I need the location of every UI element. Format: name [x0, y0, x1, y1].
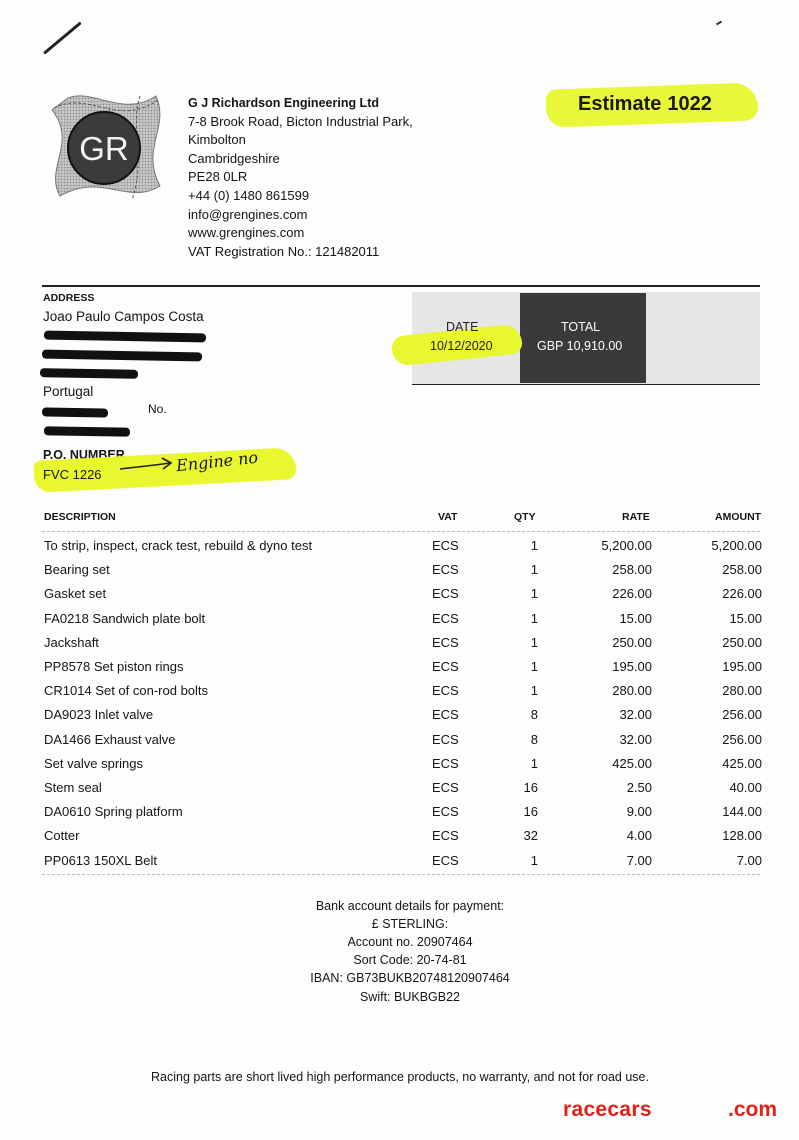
- total-value: GBP 10,910.00: [537, 339, 623, 353]
- item-vat: ECS: [432, 659, 459, 674]
- company-email: info@grengines.com: [188, 206, 308, 222]
- table-row: [0, 756, 799, 780]
- item-description: Stem seal: [44, 780, 102, 795]
- company-address-line: 7-8 Brook Road, Bicton Industrial Park,: [188, 113, 413, 129]
- header-vat: VAT: [438, 511, 458, 523]
- pen-mark: [43, 21, 82, 54]
- table-row: [0, 804, 799, 828]
- table-row: [0, 707, 799, 731]
- item-rate: 258.00: [612, 562, 652, 578]
- bank-iban: IBAN: GB73BUKB20748120907464: [310, 971, 510, 985]
- bank-account: Account no. 20907464: [347, 935, 473, 949]
- item-qty: 1: [530, 634, 538, 650]
- total-box: [520, 293, 646, 383]
- item-description: Gasket set: [44, 586, 107, 602]
- item-description: DA9023 Inlet valve: [44, 707, 154, 723]
- estimate-label: Estimate: [578, 93, 662, 115]
- item-amount: 128.00: [722, 828, 762, 844]
- item-qty: 1: [530, 852, 538, 868]
- item-rate: 9.00: [626, 804, 652, 820]
- company-phone: +44 (0) 1480 861599: [188, 187, 310, 203]
- company-details: [188, 94, 413, 261]
- item-description: Bearing set: [44, 562, 110, 578]
- table-row: [0, 853, 799, 877]
- item-description: Jackshaft: [44, 634, 99, 650]
- item-amount: 40.00: [729, 780, 762, 795]
- item-rate: 226.00: [612, 586, 652, 602]
- bank-currency: £ STERLING:: [371, 917, 449, 931]
- table-row: [0, 828, 799, 852]
- bank-swift: Swift: BUKBGB22: [359, 990, 461, 1004]
- date-label: DATE: [446, 320, 479, 334]
- item-vat: ECS: [432, 780, 459, 795]
- table-row: [0, 562, 799, 586]
- item-amount: 250.00: [722, 634, 762, 650]
- item-description: To strip, inspect, crack test, rebuild & dyno test: [44, 538, 313, 553]
- item-description: PP8578 Set piston rings: [44, 659, 184, 674]
- estimate-title: [578, 93, 712, 116]
- customer-partial-line: No.: [148, 402, 167, 416]
- item-description: Cotter: [44, 828, 80, 844]
- item-amount: 226.00: [722, 586, 762, 602]
- item-qty: 8: [530, 707, 538, 723]
- disclaimer: Racing parts are short lived high performance products, no warranty, and not for road use.: [151, 1070, 649, 1084]
- table-row: [0, 732, 799, 756]
- header-amount: AMOUNT: [715, 511, 762, 523]
- table-row: [0, 586, 799, 610]
- item-rate: 7.00: [626, 852, 652, 868]
- item-vat: ECS: [432, 634, 459, 650]
- company-vat: VAT Registration No.: 121482011: [188, 243, 380, 259]
- item-qty: 32: [523, 828, 538, 844]
- item-vat: ECS: [432, 804, 459, 820]
- item-qty: 1: [530, 562, 538, 578]
- item-vat: ECS: [432, 852, 459, 868]
- item-qty: 1: [530, 538, 538, 553]
- item-rate: 425.00: [612, 755, 652, 771]
- item-description: PP0613 150XL Belt: [44, 852, 157, 868]
- handwritten-arrow-icon: [118, 455, 178, 479]
- item-qty: 1: [530, 683, 538, 699]
- customer-name: Joao Paulo Campos Costa: [43, 309, 204, 324]
- summary-rule: [412, 384, 760, 385]
- address-label: ADDRESS: [43, 292, 95, 304]
- table-row: [0, 611, 799, 635]
- item-amount: 15.00: [729, 610, 762, 626]
- item-amount: 256.00: [722, 707, 762, 723]
- bank-sort-code: Sort Code: 20-74-81: [353, 953, 467, 967]
- item-qty: 1: [530, 755, 538, 771]
- header-rate: RATE: [622, 511, 650, 523]
- header-qty: QTY: [514, 511, 536, 523]
- item-vat: ECS: [432, 755, 459, 771]
- watermark-left: racecars: [563, 1098, 652, 1121]
- company-address-line: Kimbolton: [188, 132, 246, 148]
- item-rate: 5,200.00: [601, 538, 652, 553]
- item-description: FA0218 Sandwich plate bolt: [44, 610, 206, 626]
- item-qty: 1: [530, 659, 538, 674]
- header-rule: [42, 285, 760, 287]
- date-value: 10/12/2020: [430, 339, 493, 353]
- gr-logo-icon: [48, 88, 166, 206]
- item-amount: 280.00: [722, 683, 762, 699]
- company-website: www.grengines.com: [188, 225, 305, 241]
- item-rate: 32.00: [619, 707, 652, 723]
- item-vat: ECS: [432, 683, 459, 699]
- item-rate: 195.00: [612, 659, 652, 674]
- table-bottom-rule: [42, 874, 760, 875]
- logo-text: GR: [79, 130, 129, 167]
- table-row: [0, 538, 799, 562]
- header-description: DESCRIPTION: [44, 511, 116, 523]
- handwritten-note: Engine no: [175, 447, 259, 476]
- item-amount: 144.00: [722, 804, 762, 820]
- item-amount: 195.00: [722, 659, 762, 674]
- po-label: P.O. NUMBER: [43, 448, 125, 462]
- company-address-line: PE28 0LR: [188, 169, 248, 185]
- item-rate: 250.00: [612, 634, 652, 650]
- item-vat: ECS: [432, 731, 459, 747]
- watermark-right: .com: [728, 1098, 778, 1121]
- item-vat: ECS: [432, 610, 459, 626]
- item-rate: 4.00: [626, 828, 652, 844]
- item-description: Set valve springs: [44, 755, 143, 771]
- item-vat: ECS: [432, 828, 459, 844]
- item-rate: 280.00: [612, 683, 652, 699]
- bank-heading: Bank account details for payment:: [315, 899, 505, 913]
- table-row: [0, 659, 799, 683]
- item-qty: 16: [523, 780, 538, 795]
- item-rate: 32.00: [619, 731, 652, 747]
- estimate-number: 1022: [667, 93, 712, 115]
- item-description: DA0610 Spring platform: [44, 804, 183, 820]
- item-vat: ECS: [432, 586, 459, 602]
- total-label: TOTAL: [561, 320, 601, 334]
- company-address-line: Cambridgeshire: [188, 150, 280, 166]
- item-rate: 15.00: [619, 610, 652, 626]
- item-amount: 7.00: [736, 852, 762, 868]
- table-row: [0, 635, 799, 659]
- pen-mark-small: [716, 21, 722, 26]
- item-qty: 1: [530, 610, 538, 626]
- item-vat: ECS: [432, 562, 459, 578]
- item-rate: 2.50: [626, 780, 652, 795]
- item-amount: 425.00: [722, 755, 762, 771]
- item-amount: 256.00: [722, 731, 762, 747]
- item-amount: 258.00: [722, 562, 762, 578]
- item-vat: ECS: [432, 538, 459, 553]
- item-description: CR1014 Set of con-rod bolts: [44, 683, 209, 699]
- item-vat: ECS: [432, 707, 459, 723]
- table-row: [0, 683, 799, 707]
- table-header-rule: [42, 531, 760, 532]
- item-description: DA1466 Exhaust valve: [44, 731, 176, 747]
- item-qty: 8: [530, 731, 538, 747]
- item-qty: 16: [523, 804, 538, 820]
- po-value: FVC 1226: [43, 467, 102, 482]
- item-qty: 1: [530, 586, 538, 602]
- company-name: G J Richardson Engineering Ltd: [188, 96, 379, 110]
- item-amount: 5,200.00: [711, 538, 762, 553]
- customer-country: Portugal: [43, 384, 94, 399]
- table-row: [0, 780, 799, 804]
